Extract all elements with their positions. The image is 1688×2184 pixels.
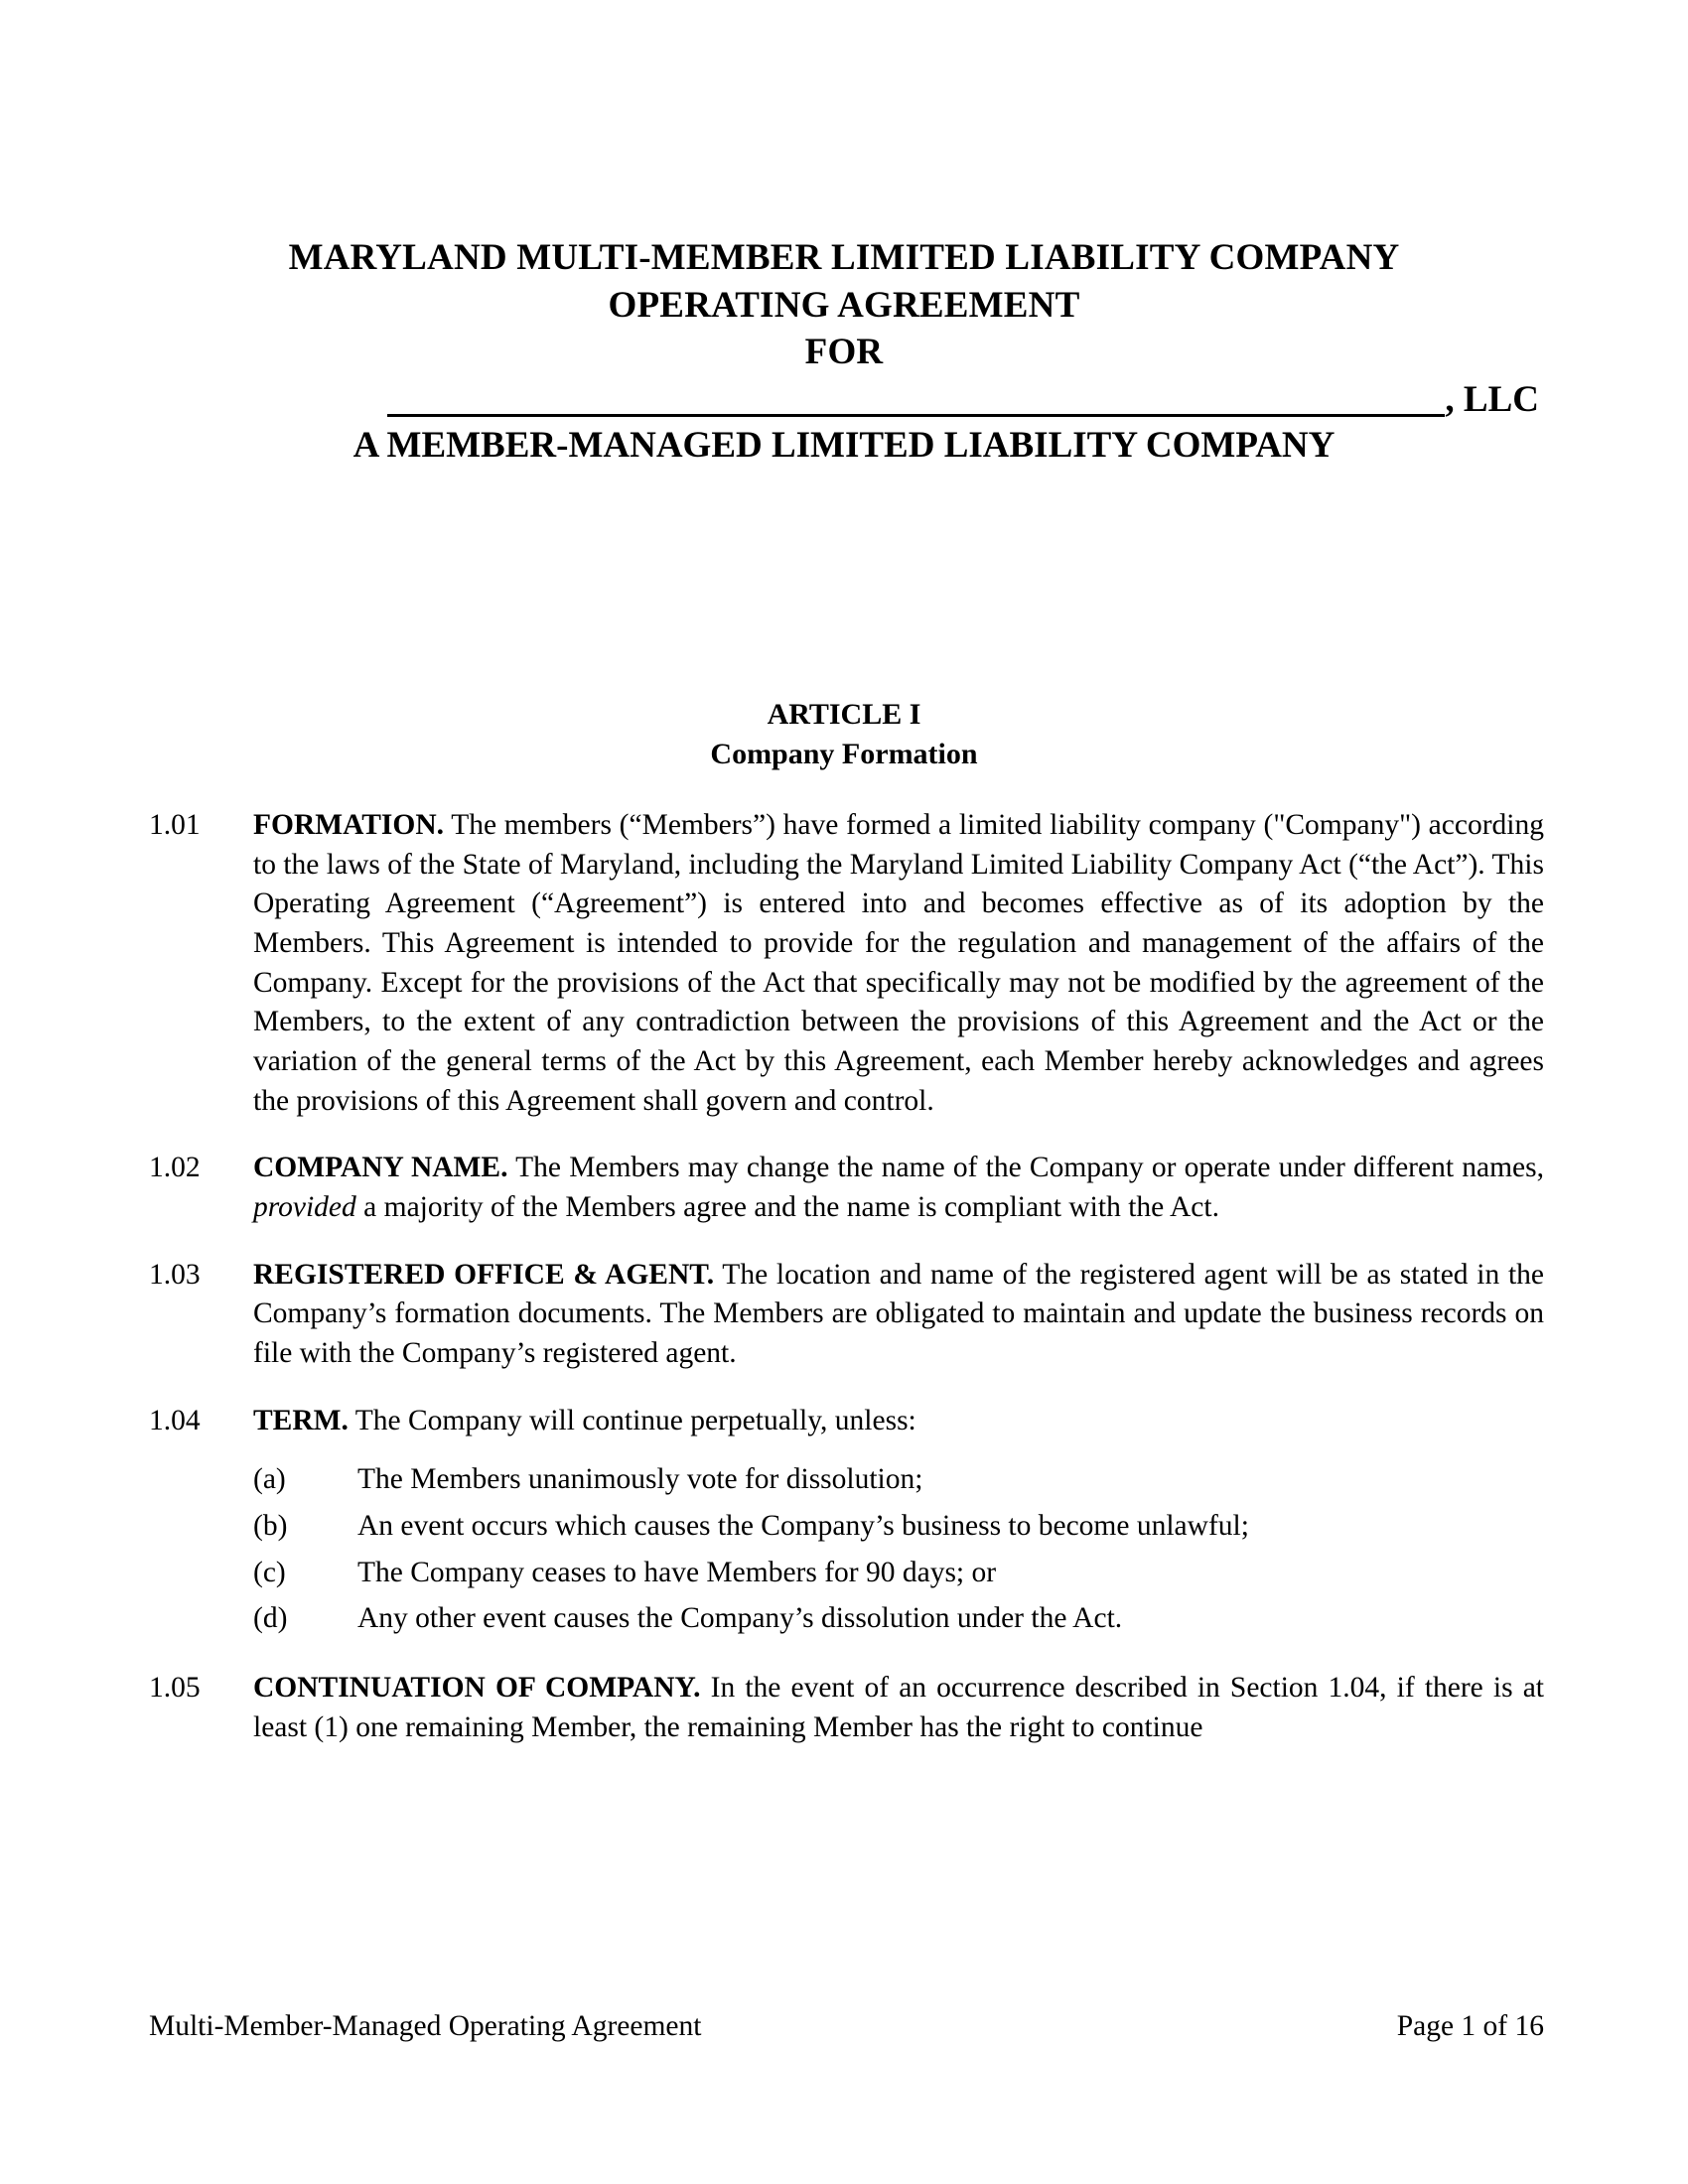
document-title-block [149,234,1539,468]
title-line-2: OPERATING AGREEMENT [608,284,1080,326]
page-footer [149,2007,1544,2045]
title-line-1: MARYLAND MULTI-MEMBER LIMITED LIABILITY COMPANY [288,237,1400,278]
clause-number: 1.03 [149,1258,201,1291]
clause-text: In the event of an occurrence described in Section 1.04, if there is at least (1) one remaining Member, the remaining Member has the right to continue [253,1672,1544,1743]
list-item [253,1554,1544,1593]
clause-heading: CONTINUATION OF COMPANY. [253,1672,701,1705]
list-item-text: An event occurs which causes the Company’s business to become unlawful; [357,1510,1249,1543]
clause-1-05 [149,1669,1544,1747]
company-name-blank [387,414,1445,417]
list-item [253,1460,1544,1500]
clause-text-after: a majority of the Members agree and the name is compliant with the Act. [355,1191,1219,1224]
clause-number: 1.02 [149,1152,201,1184]
clause-heading: TERM. [253,1404,349,1436]
article-heading [149,695,1539,774]
clause-number: 1.04 [149,1404,201,1436]
term-sublist [253,1460,1544,1639]
clause-text: The Company will continue perpetually, unless: [348,1404,916,1436]
list-marker: (c) [253,1556,286,1588]
clause-heading: REGISTERED OFFICE & AGENT. [253,1258,715,1291]
company-name-fill-line [149,376,1539,424]
list-marker: (a) [253,1463,286,1496]
clause-text-italic: provided [253,1191,356,1224]
footer-left-text: Multi-Member-Managed Operating Agreement [149,2010,702,2042]
clause-heading: COMPANY NAME. [253,1152,508,1184]
article-number: ARTICLE I [767,698,921,731]
clause-text: The members (“Members”) have formed a limited liability company ("Company") according to the laws of the State of Maryland, including the Maryland Limited Liability Company Act (“the Act”). This Operating Agreement (“Agreement”) is entered into and becomes effective as of its adoption by the Members. This Agreement is intended to provide for the regulation and management of the affairs of the Company. Except for the provisions of the Act that specifically may not be modified by the agreement of the Members, to the extent of any contradiction between the provisions of this Agreement and the Act or the variation of the general terms of the Act by this Agreement, each Member hereby acknowledges and agrees the provisions of this Agreement shall govern and control. [253,809,1544,1117]
list-item-text: The Members unanimously vote for dissolution; [357,1463,923,1496]
list-marker: (d) [253,1602,288,1635]
title-line-3: FOR [804,332,884,373]
document-body [149,806,1544,1775]
clause-1-04 [149,1402,1544,1639]
list-item-text: Any other event causes the Company’s dissolution under the Act. [357,1602,1123,1635]
title-subtitle: A MEMBER-MANAGED LIMITED LIABILITY COMPANY [352,424,1336,466]
article-name: Company Formation [710,737,978,770]
list-marker: (b) [253,1510,288,1543]
list-item-text: The Company ceases to have Members for 90 days; or [357,1556,997,1588]
clause-text-before: The Members may change the name of the Company or operate under different names, [507,1152,1544,1184]
list-item [253,1599,1544,1639]
clause-number: 1.05 [149,1672,201,1705]
clause-number: 1.01 [149,809,201,841]
clause-1-03 [149,1256,1544,1374]
clause-text: The location and name of the registered agent will be as stated in the Company’s formation documents. The Members are obligated to maintain and update the business records on file with the Company’s registered agent. [253,1258,1544,1370]
clause-1-02 [149,1149,1544,1227]
clause-1-01 [149,806,1544,1121]
clause-heading: FORMATION. [253,809,445,841]
llc-suffix: , LLC [1445,379,1539,421]
footer-page-number: Page 1 of 16 [1396,2010,1544,2042]
list-item [253,1507,1544,1547]
